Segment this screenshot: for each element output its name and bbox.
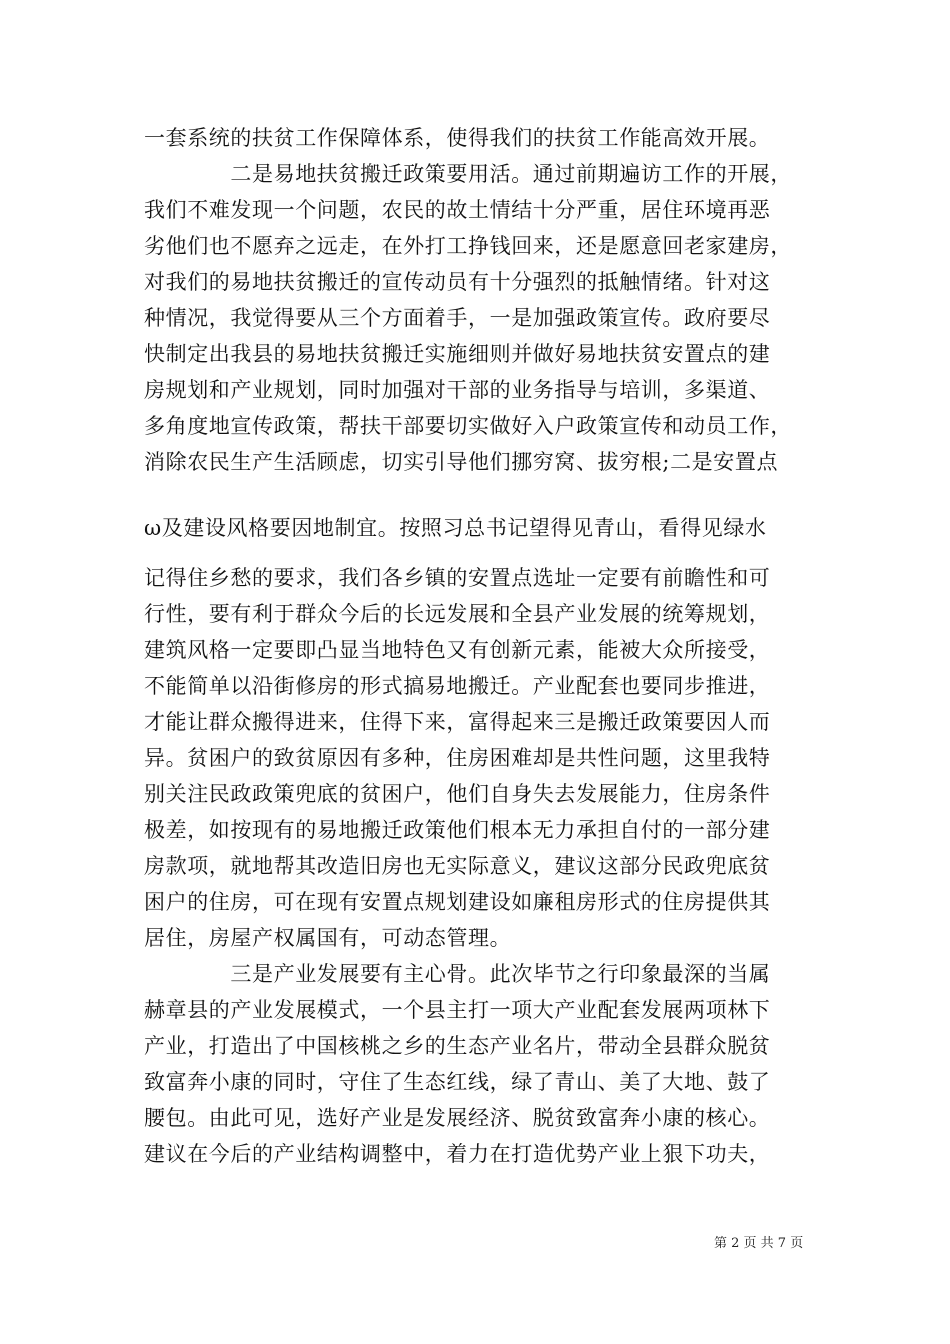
text-line: 房款项，就地帮其改造旧房也无实际意义，建议这部分民政兜底贫 [144, 854, 771, 878]
text-line: 一套系统的扶贫工作保障体系，使得我们的扶贫工作能高效开展。 [144, 126, 771, 150]
paragraph-2-first-line: 二是易地扶贫搬迁政策要用活。通过前期遍访工作的开展， [144, 162, 792, 186]
text-line: 对我们的易地扶贫搬迁的宣传动员有十分强烈的抵触情绪。针对这 [144, 270, 771, 294]
text-line: 致富奔小康的同时，守住了生态红线，绿了青山、美了大地、鼓了 [144, 1070, 771, 1094]
text-line: 异。贫困户的致贫原因有多种，住房困难却是共性问题，这里我特 [144, 746, 771, 770]
text-line: 腰包。由此可见，选好产业是发展经济、脱贫致富奔小康的核心。 [144, 1106, 771, 1130]
text-line: 极差，如按现有的易地搬迁政策他们根本无力承担自付的一部分建 [144, 818, 771, 842]
text-line: 行性，要有利于群众今后的长远发展和全县产业发展的统筹规划， [144, 602, 771, 626]
text-line: 消除农民生产生活顾虑，切实引导他们挪穷窝、拔穷根;二是安置点 [144, 450, 779, 474]
text-line: 多角度地宣传政策，帮扶干部要切实做好入户政策宣传和动员工作， [144, 414, 792, 438]
text-line: 劣他们也不愿弃之远走，在外打工挣钱回来，还是愿意回老家建房， [144, 234, 792, 258]
text-line: 建筑风格一定要即凸显当地特色又有创新元素，能被大众所接受， [144, 638, 771, 662]
text-line: 赫章县的产业发展模式，一个县主打一项大产业配套发展两项林下 [144, 998, 771, 1022]
text-line: 产业，打造出了中国核桃之乡的生态产业名片，带动全县群众脱贫 [144, 1034, 771, 1058]
text-line: 记得住乡愁的要求，我们各乡镇的安置点选址一定要有前瞻性和可 [144, 566, 771, 590]
text-line: ω及建设风格要因地制宜。按照习总书记望得见青山，看得见绿水 [144, 516, 767, 540]
text-line: 种情况，我觉得要从三个方面着手，一是加强政策宣传。政府要尽 [144, 306, 771, 330]
text-line: 我们不难发现一个问题，农民的故土情结十分严重，居住环境再恶 [144, 198, 771, 222]
paragraph-3-first-line: 三是产业发展要有主心骨。此次毕节之行印象最深的当属 [144, 962, 771, 986]
text-line: 建议在今后的产业结构调整中，着力在打造优势产业上狠下功夫， [144, 1142, 771, 1166]
text-line: 别关注民政政策兜底的贫困户，他们自身失去发展能力，住房条件 [144, 782, 771, 806]
text-line: 快制定出我县的易地扶贫搬迁实施细则并做好易地扶贫安置点的建 [144, 342, 771, 366]
text-line: 房规划和产业规划，同时加强对干部的业务指导与培训，多渠道、 [144, 378, 771, 402]
text-line: 不能简单以沿街修房的形式搞易地搬迁。产业配套也要同步推进， [144, 674, 771, 698]
text-line: 才能让群众搬得进来，住得下来，富得起来三是搬迁政策要因人而 [144, 710, 771, 734]
page-number-footer: 第 2 页 共 7 页 [714, 1236, 804, 1251]
text-line: 困户的住房，可在现有安置点规划建设如廉租房形式的住房提供其 [144, 890, 771, 914]
text-line: 居住，房屋产权属国有，可动态管理。 [144, 926, 512, 950]
